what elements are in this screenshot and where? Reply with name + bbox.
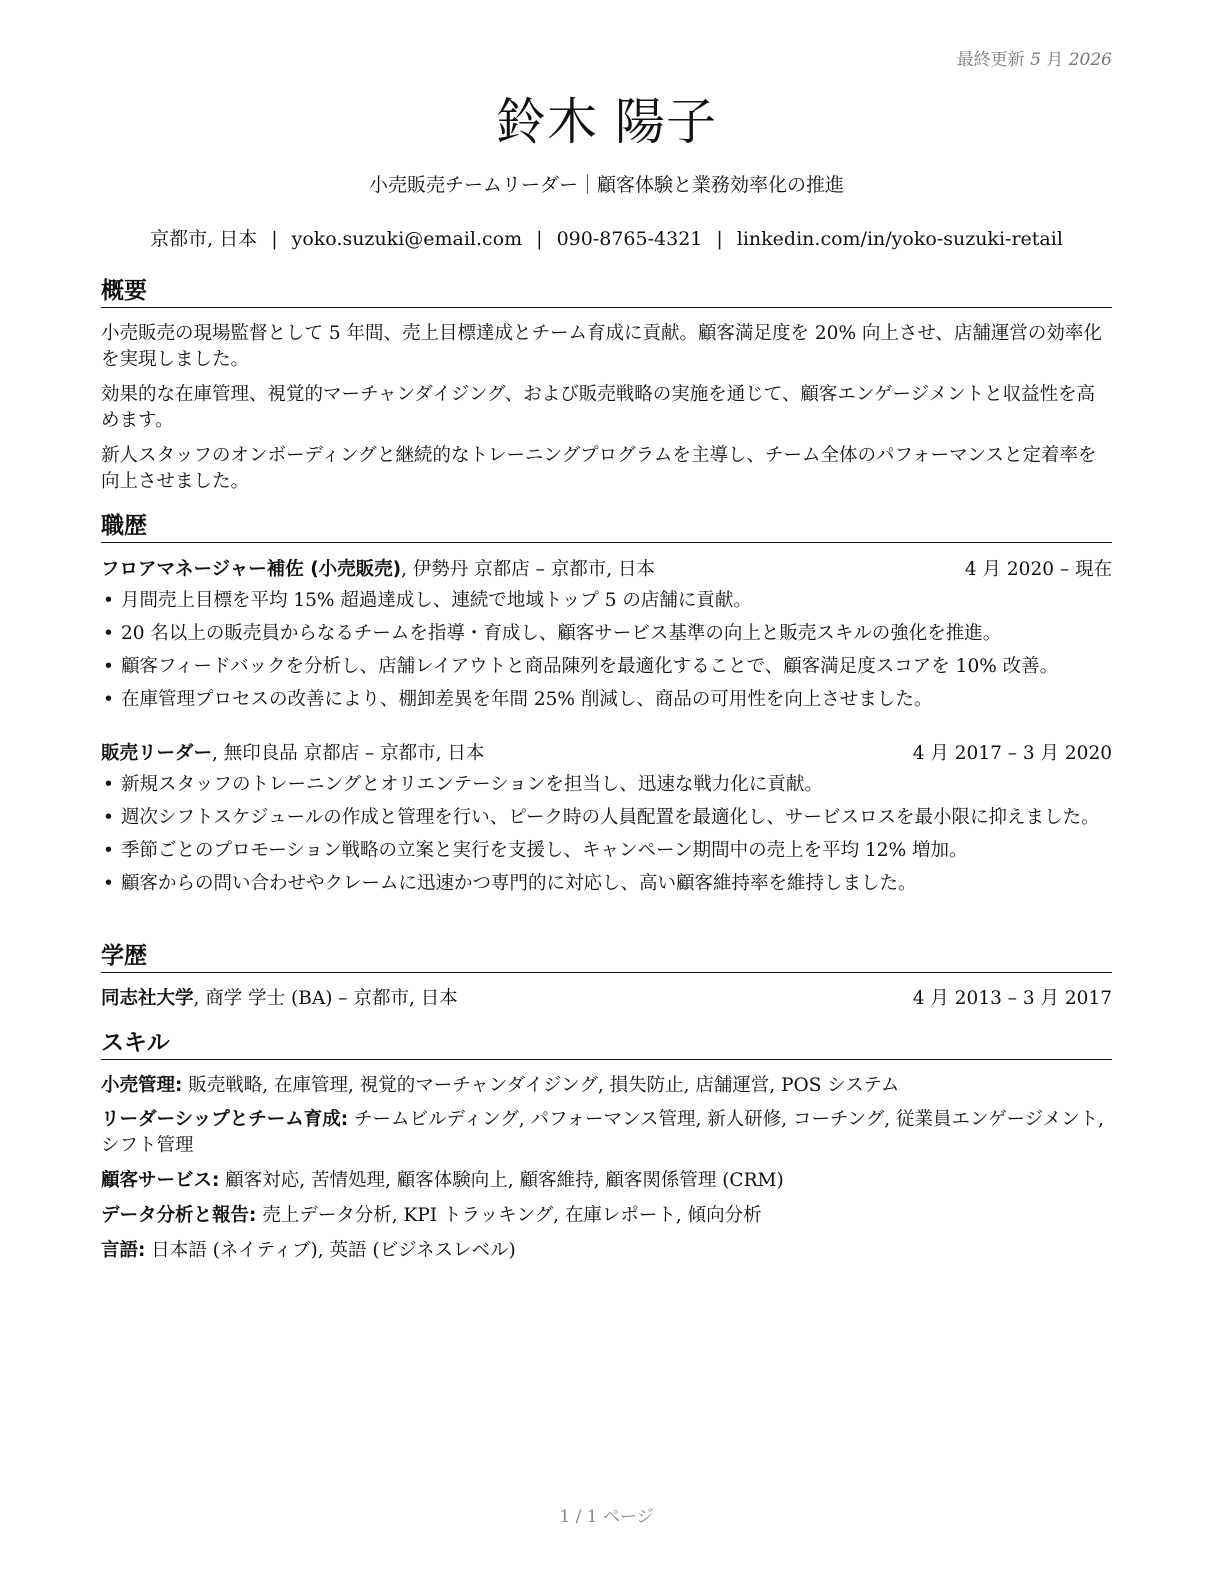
job-header [101,557,1112,583]
bullet-icon: • [103,623,114,644]
bullet-icon: • [103,807,114,828]
job-dates: 4 月 2020 – 現在 [964,559,1112,580]
list-item [101,687,1112,713]
list-item [101,772,1112,798]
bullet-text: 季節ごとのプロモーション戦略の立案と実行を支援し、キャンペーン期間中の売上を平均 12% 増加。 [121,840,968,861]
last-updated-month: 5 [1030,50,1041,70]
section-title-education: 学歴 [101,941,1112,973]
job-org: , 伊勢丹 京都店 – 京都市, 日本 [401,559,656,580]
skill-label: 小売管理: [101,1075,183,1096]
last-updated [957,45,1112,70]
bullet-text: 顧客フィードバックを分析し、店舗レイアウトと商品陳列を最適化することで、顧客満足度スコアを 10% 改善。 [121,656,1059,677]
bullet-icon: • [103,873,114,894]
skill-value: チームビルディング, パフォーマンス管理, 新人研修, コーチング, 従業員エンゲージメント, シフト管理 [101,1109,1105,1156]
bullet-text: 週次シフトスケジュールの作成と管理を行い、ピーク時の人員配置を最適化し、サービスロスを最小限に抑えました。 [121,807,1100,828]
contact-phone: 090-8765-4321 [556,228,703,250]
skill-label: リーダーシップとチーム育成: [101,1109,349,1130]
skill-line [101,1203,1112,1229]
job-title: 販売リーダー [101,743,213,764]
job-bullets [101,772,1112,904]
list-item [101,654,1112,680]
last-updated-label: 最終更新 [956,50,1025,70]
list-item [101,838,1112,864]
summary-paragraph: 新人スタッフのオンボーディングと継続的なトレーニングプログラムを主導し、チーム全体のパフォーマンスと定着率を向上させました。 [101,445,1097,492]
job-header [101,741,1112,767]
skill-value: 売上データ分析, KPI トラッキング, 在庫レポート, 傾向分析 [256,1205,762,1226]
bullet-icon: • [103,689,114,710]
summary-paragraph: 小売販売の現場監督として 5 年間、売上目標達成とチーム育成に貢献。顧客満足度を 20% 向上させ、店舗運営の効率化を実現しました。 [101,323,1102,370]
skill-value: 日本語 (ネイティブ), 英語 (ビジネスレベル) [145,1240,516,1261]
bullet-text: 顧客からの問い合わせやクレームに迅速かつ専門的に対応し、高い顧客維持率を維持しました。 [121,873,917,894]
skill-line [101,1238,1112,1264]
skill-label: 言語: [101,1240,146,1261]
school-name: 同志社大学 [101,988,194,1009]
list-item [101,871,1112,897]
bullet-icon: • [103,774,114,795]
page-number: 1 / 1 ページ [559,1507,654,1527]
job-dates: 4 月 2017 – 3 月 2020 [912,743,1112,764]
resume-page [101,0,1112,1584]
bullet-icon: • [103,656,114,677]
candidate-name: 鈴木 陽子 [496,93,717,151]
bullet-icon: • [103,840,114,861]
section-title-experience: 職歴 [101,511,1112,543]
bullet-text: 月間売上目標を平均 15% 超過達成し、連続で地域トップ 5 の店舗に貢献。 [121,590,752,611]
section-title-skills: スキル [101,1028,1112,1060]
summary-paragraph: 効果的な在庫管理、視覚的マーチャンダイジング、および販売戦略の実施を通じて、顧客エンゲージメントと収益性を高めます。 [101,384,1096,431]
headline: 小売販売チームリーダー｜顧客体験と業務効率化の推進 [368,174,844,196]
skill-label: データ分析と報告: [101,1205,257,1226]
education-dates: 4 月 2013 – 3 月 2017 [912,988,1112,1009]
contact-email[interactable]: yoko.suzuki@email.com [291,228,523,250]
skill-line [101,1073,1112,1099]
job-org: , 無印良品 京都店 – 京都市, 日本 [212,743,485,764]
skill-label: 顧客サービス: [101,1170,220,1191]
contact-linkedin[interactable]: linkedin.com/in/yoko-suzuki-retail [736,228,1063,250]
education-entry [101,986,1112,1012]
list-item [101,588,1112,614]
section-title-summary: 概要 [101,276,1112,308]
job-bullets [101,588,1112,720]
bullet-text: 新規スタッフのトレーニングとオリエンテーションを担当し、迅速な戦力化に貢献。 [121,774,823,795]
last-updated-month-unit: 月 [1046,50,1064,70]
contact-separator: | [271,228,278,250]
last-updated-year: 2026 [1068,50,1112,70]
skill-value: 顧客対応, 苦情処理, 顧客体験向上, 顧客維持, 顧客関係管理 (CRM) [219,1170,784,1191]
contact-separator: | [536,228,543,250]
contact-location: 京都市, 日本 [150,228,258,250]
bullet-text: 在庫管理プロセスの改善により、棚卸差異を年間 25% 削減し、商品の可用性を向上させました。 [121,689,933,710]
contact-line [101,224,1112,251]
contact-separator: | [716,228,723,250]
bullet-text: 20 名以上の販売員からなるチームを指導・育成し、顧客サービス基準の向上と販売スキルの強化を推進。 [121,623,1002,644]
job-title: フロアマネージャー補佐 (小売販売) [101,559,402,580]
skill-line [101,1107,1112,1159]
education-detail: , 商学 学士 (BA) – 京都市, 日本 [193,988,458,1009]
list-item [101,621,1112,647]
bullet-icon: • [103,590,114,611]
skill-line [101,1168,1112,1194]
skill-value: 販売戦略, 在庫管理, 視覚的マーチャンダイジング, 損失防止, 店舗運営, POS システム [182,1075,900,1096]
list-item [101,805,1112,831]
